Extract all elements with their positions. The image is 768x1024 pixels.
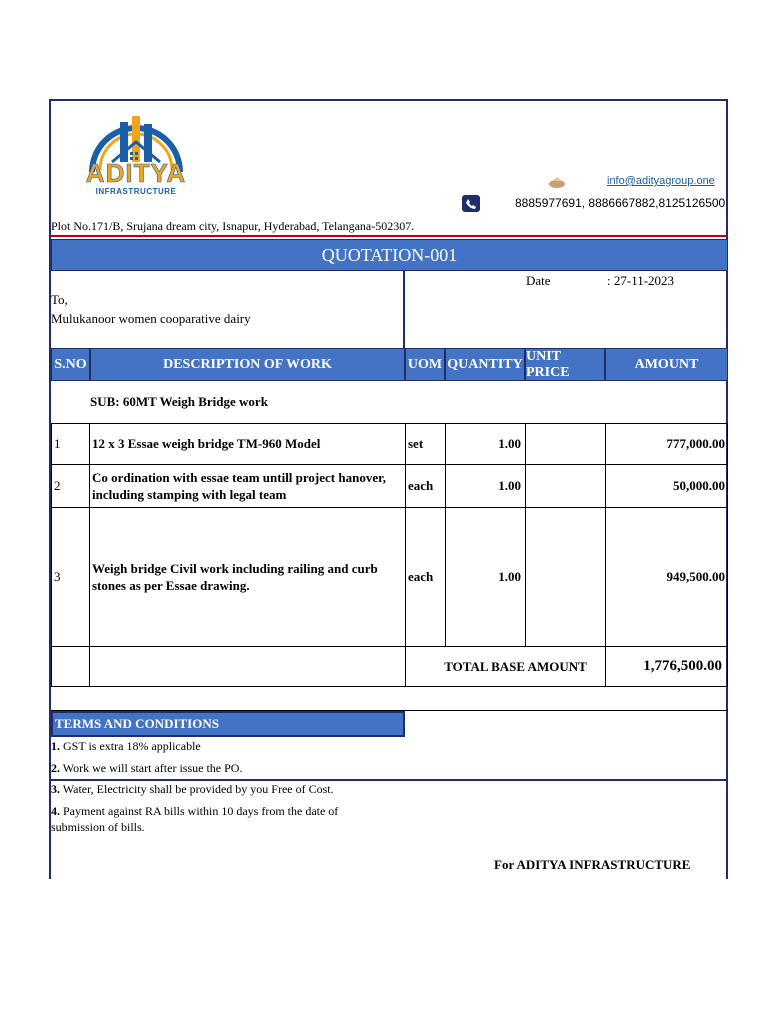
term-2-text: Work we will start after issue the PO. — [60, 761, 243, 775]
row3-amount: 949,500.00 — [605, 507, 728, 647]
signature-line: For ADITYA INFRASTRUCTURE — [494, 857, 691, 872]
row1-amount: 777,000.00 — [605, 423, 728, 465]
col-header-uom — [405, 348, 445, 381]
logo-text: ADITYA — [85, 158, 187, 188]
date-value: : 27-11-2023 — [607, 273, 675, 288]
col-header-sno — [51, 348, 90, 381]
col-header-price — [525, 348, 605, 381]
subject-line: SUB: 60MT Weigh Bridge work — [90, 394, 268, 409]
company-address: Plot No.171/B, Srujana dream city, Isnapur, Hyderabad, Telangana-502307. — [51, 219, 415, 233]
col-header-sno-text: S.NO — [54, 356, 87, 372]
company-email-link[interactable]: info@adityagroup.one — [607, 175, 715, 187]
row1-uom: set — [405, 423, 446, 465]
terms-header — [51, 711, 405, 737]
total-label: TOTAL BASE AMOUNT — [405, 646, 606, 687]
col-header-amount — [605, 348, 728, 381]
row2-amount: 50,000.00 — [605, 464, 728, 508]
col-header-qty-text: QUANTITY — [447, 356, 523, 372]
term-item-2 — [51, 761, 242, 776]
row3-uom: each — [405, 507, 446, 647]
col-header-amount-text: AMOUNT — [634, 356, 699, 372]
col-header-desc — [90, 348, 405, 381]
row1-desc: 12 x 3 Essae weigh bridge TM-960 Model — [89, 423, 406, 465]
col-header-desc-text: DESCRIPTION OF WORK — [163, 356, 332, 372]
quotation-title — [51, 239, 728, 271]
row1-price — [525, 423, 606, 465]
term-4-text: Payment against RA bills within 10 days from the date of submission of bills. — [51, 804, 339, 834]
phone-icon — [462, 195, 480, 212]
to-label: To, — [51, 292, 68, 307]
row2-desc: Co ordination with essae team untill project hanover, including stamping with legal team — [89, 464, 406, 508]
logo-subtext: INFRASTRUCTURE — [95, 187, 177, 196]
term-3-text: Water, Electricity shall be provided by you Free of Cost. — [60, 782, 334, 796]
term-3-num: 3. — [51, 782, 60, 796]
total-amount: 1,776,500.00 — [605, 646, 728, 687]
row3-qty: 1.00 — [445, 507, 526, 647]
term-1-num: 1. — [51, 739, 60, 753]
total-row-sno — [51, 646, 90, 687]
row1-sno: 1 — [51, 423, 90, 465]
row3-sno: 3 — [51, 507, 90, 647]
terms-title: TERMS AND CONDITIONS — [55, 716, 219, 731]
terms-divider — [51, 779, 728, 781]
row2-uom: each — [405, 464, 446, 508]
company-logo — [78, 112, 194, 208]
col-header-uom-text: UOM — [407, 356, 443, 372]
total-row-desc — [89, 646, 406, 687]
row2-qty: 1.00 — [445, 464, 526, 508]
term-2-num: 2. — [51, 761, 60, 775]
header-divider — [51, 235, 727, 237]
row3-desc: Weigh bridge Civil work including railing and curb stones as per Essae drawing. — [89, 507, 406, 647]
term-item-3 — [51, 782, 334, 797]
term-4-num: 4. — [51, 804, 60, 818]
col-header-qty — [445, 348, 525, 381]
date-label: Date — [526, 273, 551, 288]
email-icon — [548, 175, 566, 189]
col-header-price-text: UNIT PRICE — [526, 348, 570, 380]
row3-price — [525, 507, 606, 647]
company-phones: 8885977691, 8886667882,8125126500 — [515, 196, 726, 210]
term-1-text: GST is extra 18% applicable — [60, 739, 201, 753]
recipient-name: Mulukanoor women cooparative dairy — [51, 311, 251, 326]
term-item-4 — [51, 803, 381, 835]
recipient-box — [51, 271, 405, 349]
row1-qty: 1.00 — [445, 423, 526, 465]
term-item-1 — [51, 739, 201, 754]
row2-sno: 2 — [51, 464, 90, 508]
row2-price — [525, 464, 606, 508]
quotation-title-text: QUOTATION-001 — [321, 244, 458, 265]
